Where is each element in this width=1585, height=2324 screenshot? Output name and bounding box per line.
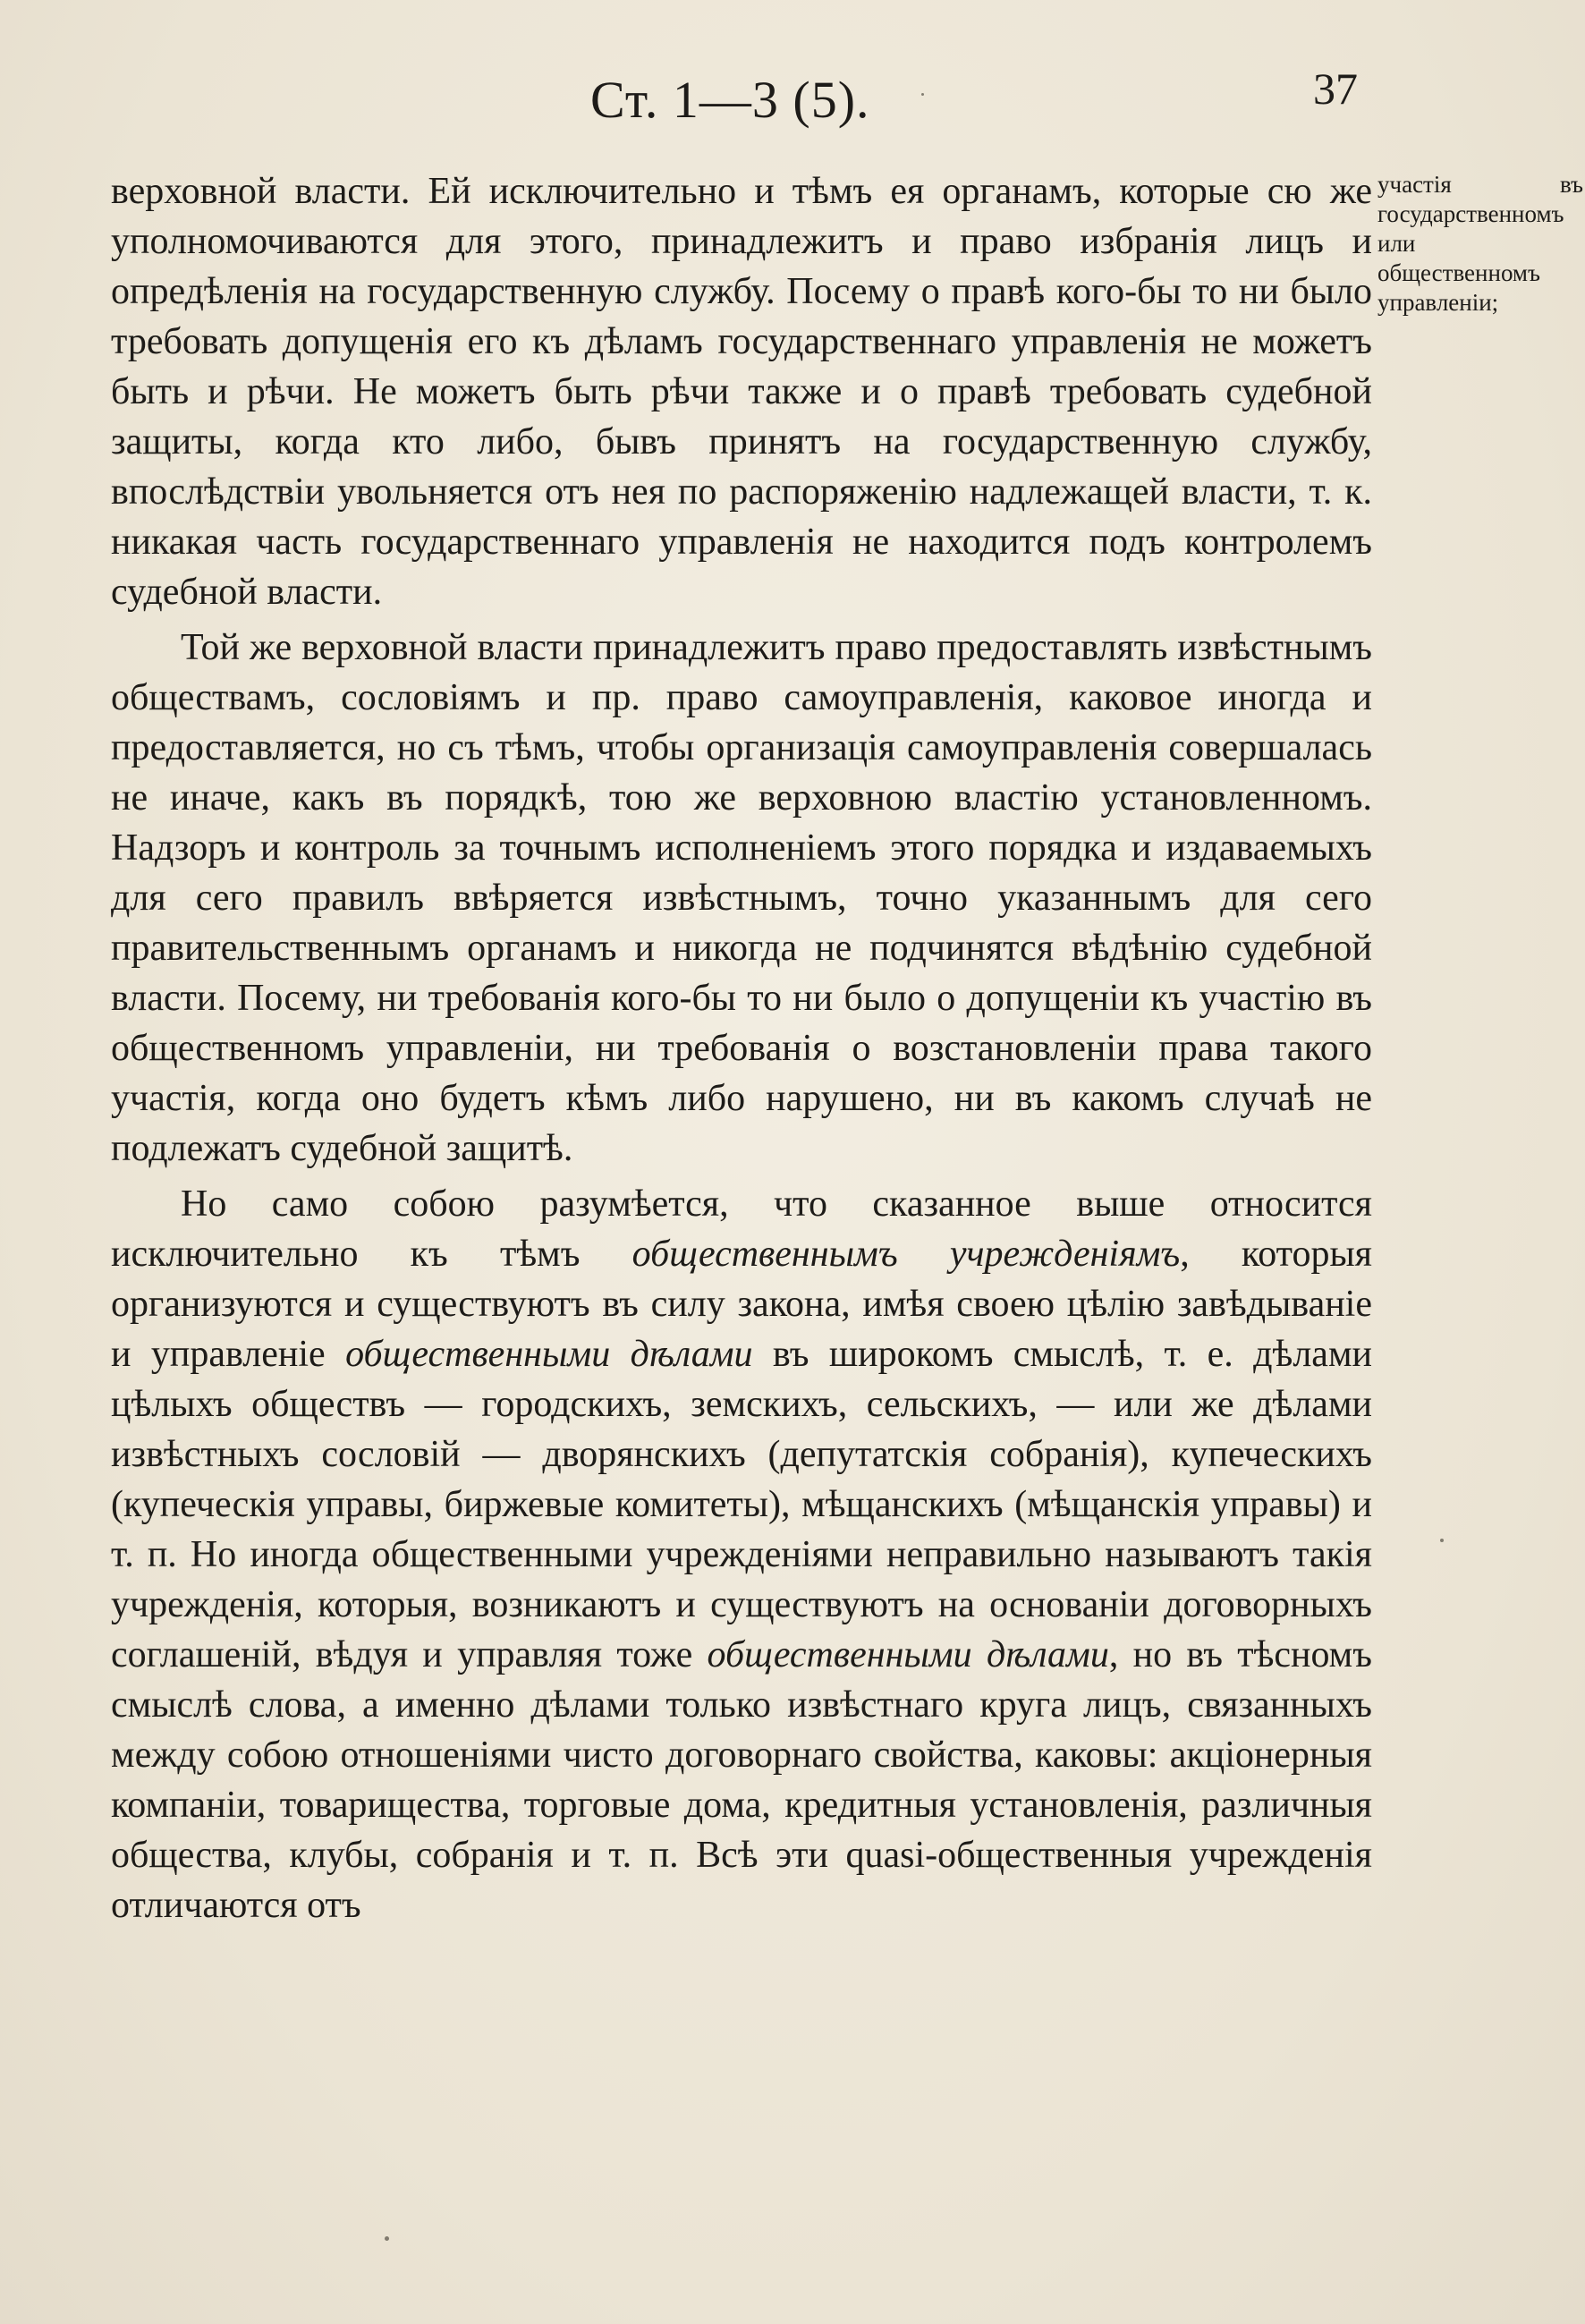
paragraph: [111, 623, 1372, 1174]
text-run: Но само собою разумѣется, что сказанное выше относится исключительно къ тѣмъ: [111, 1183, 1372, 1275]
text-run: Той же верховной власти принадлежитъ право предоставлять извѣстнымъ обществамъ, сословіямъ и пр. право самоуправленія, каковое иногда и предоставляется, но съ тѣмъ, чтобы организація самоуправленія совершалась не иначе, какъ въ порядкѣ, тою же верховною властію установленномъ. Надзоръ и контроль за точнымъ исполненіемъ этого порядка и издаваемыхъ для сего правилъ ввѣряется извѣстнымъ, точно указаннымъ для сего правительственнымъ органамъ и никогда не подчинятся вѣдѣнію судебной власти. Посему, ни требованія кого-бы то ни было о допущеніи къ участію въ общественномъ управленіи, ни требованія о возстановленіи права такого участія, когда оно будетъ кѣмъ либо нарушено, ни въ какомъ случаѣ не подлежатъ судебной защитѣ.: [111, 627, 1372, 1169]
page-number: 37: [1313, 64, 1358, 114]
text-run: , но въ тѣсномъ смыслѣ слова, а именно дѣлами только извѣстнаго круга лицъ, связанныхъ между собою отношеніями чисто договорнаго свойства, каковы: акціонерныя компаніи, товарищества, торговые дома, кредитныя установленія, различныя общества, клубы, собранія и т. п. Всѣ эти quasi-общественныя учрежденія отличаются отъ: [111, 1634, 1372, 1926]
main-text: [111, 166, 1372, 1936]
paper-speck: [921, 93, 924, 96]
running-header: [0, 63, 1585, 134]
header-title: Ст. 1—3 (5).: [590, 71, 870, 129]
italic-phrase: общественнымъ учрежденіямъ: [631, 1234, 1181, 1275]
paragraph: [111, 166, 1372, 617]
text-run: въ широкомъ смыслѣ, т. е. дѣлами цѣлыхъ обществъ — городскихъ, земскихъ, сельскихъ, — или же дѣлами извѣстныхъ сословій — дворянскихъ (депутатскія собранія), купеческихъ (купеческія управы, биржевые комитеты), мѣщанскихъ (мѣщанскія управы) и т. п. Но иногда общественными учрежденіями неправильно называютъ такія учрежденія, которыя, возникаютъ и существуютъ на основаніи договорныхъ соглашеній, вѣдуя и управляя тоже: [111, 1334, 1372, 1675]
paragraph: [111, 1179, 1372, 1930]
italic-phrase: общественными дѣлами: [707, 1634, 1109, 1675]
margin-note: участія въ государственномъ или общественномъ управленіи;: [1377, 171, 1583, 316]
text-run: , которыя организуются и существуютъ въ силу закона, имѣя своею цѣлію завѣдываніе и управленіе: [111, 1234, 1372, 1375]
paper-speck: [385, 2236, 389, 2241]
paper-speck: [1440, 1539, 1444, 1542]
italic-phrase: общественными дѣлами: [345, 1334, 753, 1375]
text-run: верховной власти. Ей исключительно и тѣмъ ея органамъ, которые сю же уполномочиваются для этого, принадлежитъ и право избранія лицъ и опредѣленія на государственную службу. Посему о правѣ кого-бы то ни было требовать допущенія его къ дѣламъ государственнаго управленія не можетъ быть и рѣчи. Не можетъ быть рѣчи также и о правѣ требовать судебной защиты, когда кто либо, бывъ принятъ на государственную службу, впослѣдствіи увольняется отъ нея по распоряженію надлежащей власти, т. к. никакая часть государственнаго управленія не находится подъ контролемъ судебной власти.: [111, 171, 1372, 613]
